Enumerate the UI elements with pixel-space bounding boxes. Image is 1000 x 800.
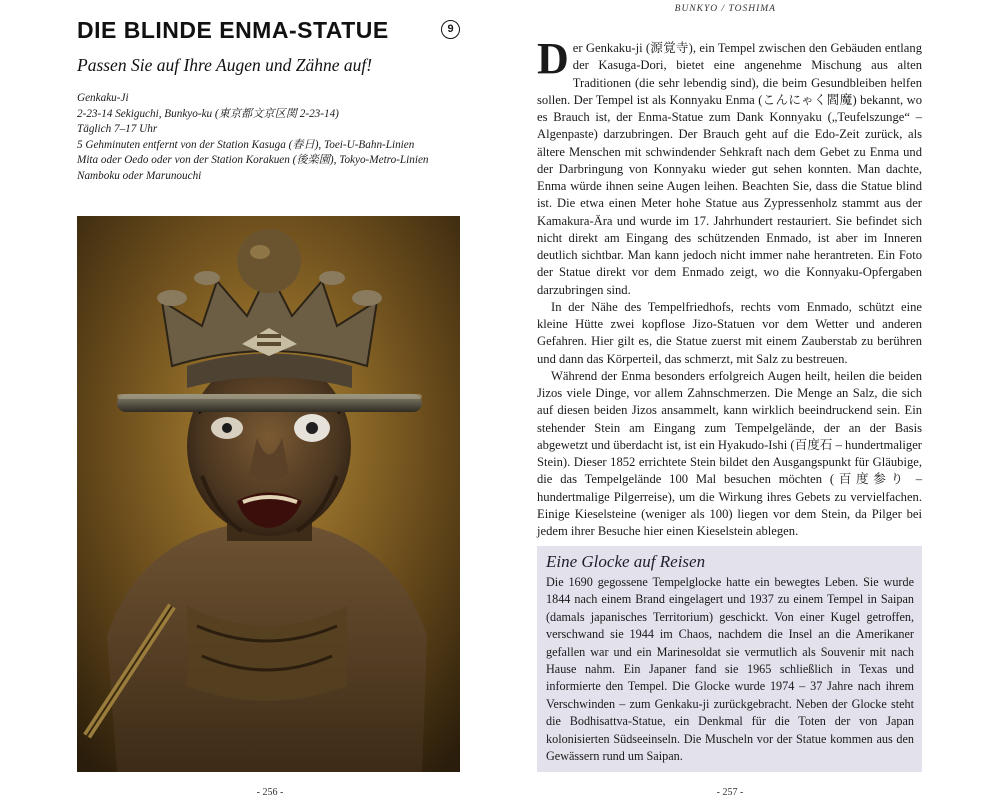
page-number-left: - 256 - bbox=[256, 787, 284, 798]
info-address: 2-23-14 Sekiguchi, Bunkyo-ku (東京都文京区関 2-23-14) bbox=[77, 107, 339, 120]
info-directions-line-1: 5 Gehminuten entfernt von der Station Kasuga (春日), Toei-U-Bahn-Linien bbox=[77, 138, 415, 151]
paragraph-1 bbox=[537, 34, 922, 299]
address-info-block bbox=[77, 91, 472, 184]
page-number-right: - 257 - bbox=[716, 787, 744, 798]
paragraph-3: Während der Enma besonders erfolgreich Augen heilt, heilen die beiden Jizos viele Dinge, vor allem Zahnschmerzen. Die Menge an Salz, die sich auf diesen beiden Jizos ansammelt, kann wirklich beeindruckend sein. Ein stehender Stein am Eingang zum Tempelgelände, der an der Basis abgewetzt und überdacht ist, ist ein Hyakudo-Ishi (百度石 – hundertmaliger Stein). Dieser 1852 errichtete Stein bildet den Ausgangspunkt für Gläubige, die das Tempelgelände 100 Mal besuchen möchten (百度参り – hundertmalige Pilgerreise), um die Wirkung ihres Gebets zu vervielfachen. Einige Kieselsteine (weniger als 100) liegen vor dem Stein, da Pilger bei jedem ihrer Besuche hier einen Kieselstein ablegen. bbox=[537, 368, 922, 538]
enma-statue-illustration bbox=[77, 216, 460, 772]
running-head: BUNKYO / TOSHIMA bbox=[674, 4, 776, 14]
paragraph-1-text: er Genkaku-ji (源覚寺), ein Tempel zwischen den Gebäuden entlang der Kasuga-Dori, bietet eine angenehme Mischung aus alten Traditionen (die sehr lebendig sind), die beim Gesundbleiben helfen sollen. Der Tempel ist als Konnyaku Enma (こんにゃく閻魔) bekannt, wo es Brauch ist, der Enma-Statue zum Dank Konnyaku („Teufelszunge“ – Algenpaste) darzubringen. Der Brauch geht auf die Edo-Zeit zurück, als ältere Menschen mit schwindender Sehkraft nach dem Gebet zu Enma und der Darbringung von Konnyaku wieder gut sehen konnten. Man dachte, Enma würde ihnen seine Augen leihen. Beachten Sie, dass die Statue blind ist. Die etwa einen Meter hohe Statue aus Zypressenholz stammt aus der Kamakura-Ära und wurde im 17. Jahrhundert restauriert. Sie befindet sich nicht direkt am Eingang des schützenden Enmado, ist aber im Inneren deutlich sichtbar. Man kann jedoch nicht immer nahe herantreten. Ein Foto der Statue direkt vor dem Enmado zeigt, wo die Konnyaku-Opfergaben darzubringen sind. bbox=[537, 41, 922, 297]
drop-cap: D bbox=[537, 34, 569, 83]
right-page bbox=[500, 0, 1000, 800]
enma-statue-photo bbox=[77, 216, 460, 772]
info-directions-line-3: Namboku oder Marunouchi bbox=[77, 169, 202, 182]
paragraph-2: In der Nähe des Tempelfriedhofs, rechts vom Enmado, schützt eine kleine Hütte zwei kopflose Jizo-Statuen vor dem Wetter und anderen Gefahren. Hier gilt es, die Statue zuerst mit einem Zauberstab zu berühren und dann das Körperteil, das schmerzt, mit Salz zu bestreuen. bbox=[537, 299, 922, 366]
entry-number-badge: 9 bbox=[441, 20, 460, 39]
main-article bbox=[537, 34, 922, 540]
sidebar-box bbox=[537, 546, 922, 772]
page-title: DIE BLINDE ENMA-STATUE bbox=[77, 17, 389, 43]
subtitle: Passen Sie auf Ihre Augen und Zähne auf! bbox=[77, 55, 373, 75]
info-temple-name: Genkaku-Ji bbox=[77, 92, 129, 104]
sidebar-box-title: Eine Glocke auf Reisen bbox=[546, 552, 706, 571]
info-opening-hours: Täglich 7–17 Uhr bbox=[77, 123, 158, 135]
sidebar-box-text: Die 1690 gegossene Tempelglocke hatte ein bewegtes Leben. Sie wurde 1844 nach einem Brand eingelagert und 1937 zu einem Tempel in Saipan (damals japanisches Territorium) geschickt. Von einer Kugel getroffen, verschwand sie 1944 im Chaos, nachdem die Insel an die Amerikaner gefallen war und ein Marinesoldat sie vermutlich als Souvenir mit nach Hause nahm. Ein Japaner fand sie 1965 schließlich in Texas und informierte den Tempel. Die Glocke wurde 1974 – 37 Jahre nach ihrem Verschwinden – zum Genkaku-ji zurückgebracht. Neben der Glocke steht die Bodhisattva-Statue, ein Denkmal für die Toten der von Japan kolonisierten Südseeinseln. Die Muscheln vor der Statue kommen aus den Gewässern rund um Saipan. bbox=[546, 575, 914, 764]
info-directions-line-2: Mita oder Oedo oder von der Station Korakuen (後楽園), Tokyo-Metro-Linien bbox=[77, 154, 429, 166]
